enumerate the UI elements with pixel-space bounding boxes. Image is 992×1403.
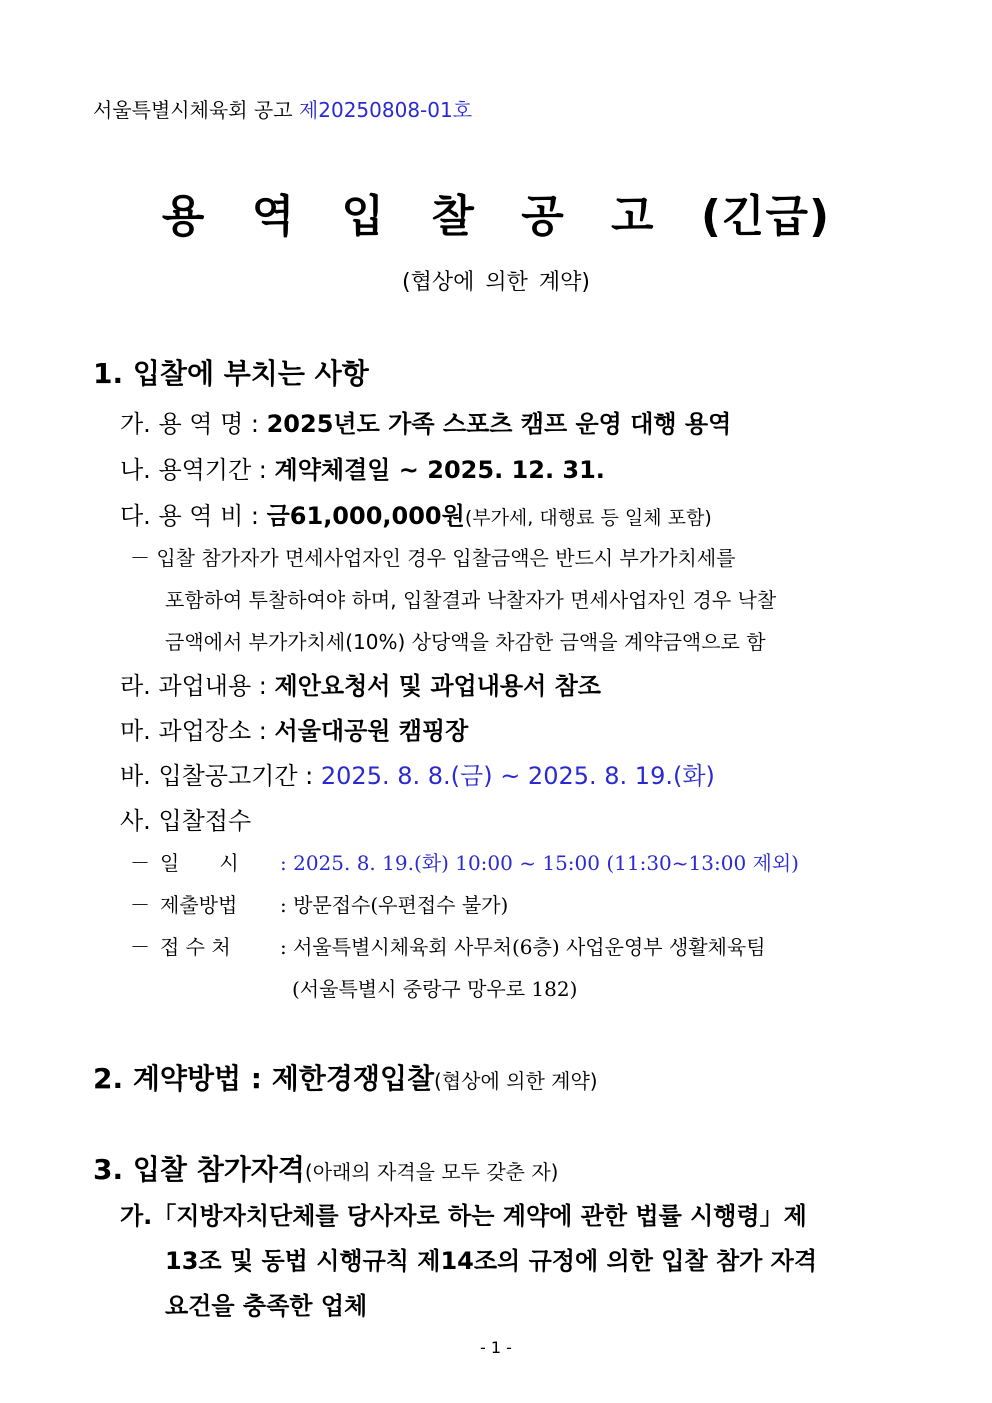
submission-place-value: : 서울특별시체육회 사무처(6층) 사업운영부 생활체육팀 <box>280 935 766 959</box>
item-task-content <box>120 666 601 701</box>
submission-date-label: 일 시 <box>160 851 239 875</box>
item-service-cost <box>120 496 712 531</box>
dash-marker: － <box>130 893 150 917</box>
item-value: 금61,000,000원 <box>266 502 465 530</box>
item-value: 2025. 8. 8.(금) ~ 2025. 8. 19.(화) <box>320 762 715 790</box>
dash-marker: － <box>130 851 150 875</box>
item-label: 바. 입찰공고기간 : <box>120 762 321 790</box>
page-number: - 1 - <box>480 1338 512 1357</box>
section-2-note: (협상에 의한 계약) <box>434 1069 598 1093</box>
item-value: 2025년도 가족 스포츠 캠프 운영 대행 용역 <box>266 410 732 438</box>
item-service-period <box>120 450 605 485</box>
submission-date-row <box>130 847 799 876</box>
item-note: (부가세, 대행료 등 일체 포함) <box>464 507 712 529</box>
submission-place-row <box>130 931 766 960</box>
submission-method-row <box>130 889 508 918</box>
item-value: 제안요청서 및 과업내용서 참조 <box>274 672 601 700</box>
section-3-note: (아래의 자격을 모두 갖춘 자) <box>304 1160 559 1184</box>
item-value: 서울대공원 캠핑장 <box>274 717 469 745</box>
section-2-heading <box>93 1057 598 1097</box>
section-1-heading: 1. 입찰에 부치는 사항 <box>93 357 369 390</box>
item-notice-period <box>120 756 715 791</box>
section-2-title: 2. 계약방법 : 제한경쟁입찰 <box>93 1062 435 1095</box>
submission-method-value: : 방문접수(우편접수 불가) <box>280 893 509 917</box>
page-title: 용 역 입 찰 공 고 (긴급) <box>161 191 831 242</box>
cost-note-line-3: 금액에서 부가가치세(10%) 상당액을 차감한 금액을 계약금액으로 함 <box>165 630 766 654</box>
item-label: 나. 용역기간 : <box>120 456 275 484</box>
org-prefix: 서울특별시체육회 공고 <box>93 98 299 122</box>
item-label: 라. 과업내용 : <box>120 672 275 700</box>
page-subtitle: (협상에 의한 계약) <box>402 270 590 295</box>
dash-marker: － <box>130 935 150 959</box>
item-label: 마. 과업장소 : <box>120 717 275 745</box>
item-service-name <box>120 404 731 439</box>
item-value: 계약체결일 ~ 2025. 12. 31. <box>274 456 605 484</box>
submission-place-label: 접 수 처 <box>160 935 231 959</box>
qualification-line-2: 13조 및 동법 시행규칙 제14조의 규정에 의한 입찰 참가 자격 <box>165 1247 818 1275</box>
cost-note-line-1: － 입찰 참가자가 면세사업자인 경우 입찰금액은 반드시 부가가치세를 <box>130 546 736 570</box>
item-label: 가. 용 역 명 : <box>120 410 267 438</box>
section-3-title: 3. 입찰 참가자격 <box>93 1153 305 1186</box>
qualification-line-1: 가.「지방자치단체를 당사자로 하는 계약에 관한 법률 시행령」제 <box>120 1202 807 1230</box>
submission-date-value: : 2025. 8. 19.(화) 10:00 ~ 15:00 (11:30~13:00 제외) <box>280 851 799 875</box>
section-3-heading <box>93 1148 558 1188</box>
submission-method-label: 제출방법 <box>160 893 238 917</box>
item-task-location <box>120 711 468 746</box>
notice-number-line <box>93 94 472 123</box>
item-label: 다. 용 역 비 : <box>120 502 267 530</box>
qualification-line-3: 요건을 충족한 업체 <box>165 1292 368 1320</box>
cost-note-line-2: 포함하여 투찰하여야 하며, 입찰결과 낙찰자가 면세사업자인 경우 낙찰 <box>165 588 777 612</box>
notice-number: 제20250808-01호 <box>298 98 473 122</box>
item-bid-submission <box>120 801 251 836</box>
item-label: 사. 입찰접수 <box>120 807 252 835</box>
submission-address: (서울특별시 중랑구 망우로 182) <box>292 977 578 1001</box>
